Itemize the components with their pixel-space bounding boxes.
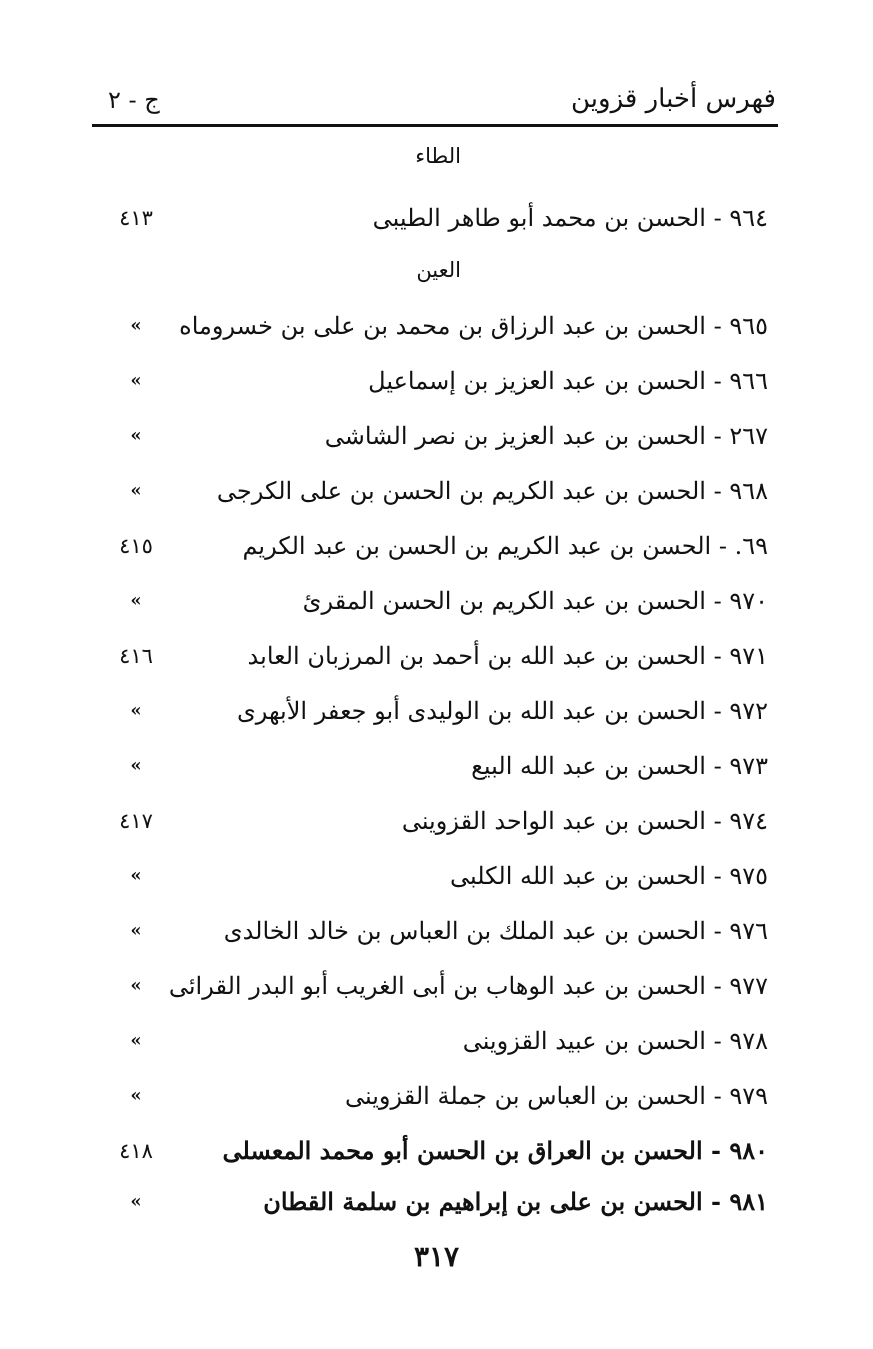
entry-page-ref: ٤١٣ [119, 206, 153, 230]
index-entry [92, 911, 778, 951]
index-entry [92, 581, 778, 621]
entry-text: ٩٧١ - الحسن بن عبد الله بن أحمد بن المرزبان العابد [247, 642, 768, 670]
entry-page-ref: » [130, 865, 142, 886]
entry-text: ٩٧٨ - الحسن بن عبيد القزوينى [462, 1027, 768, 1055]
entry-page-ref: » [130, 700, 142, 721]
entry-page-ref: ٤١٧ [119, 809, 153, 833]
entry-text: ٩٦٥ - الحسن بن عبد الرزاق بن محمد بن على بن خسروماه [179, 312, 768, 340]
entry-text: ٩٧٧ - الحسن بن عبد الوهاب بن أبى الغريب أبو البدر القرائى [168, 972, 768, 1000]
entry-text: ٦٩. - الحسن بن عبد الكريم بن الحسن بن عبد الكريم [242, 532, 768, 560]
entry-text: ٩٦٦ - الحسن بن عبد العزيز بن إسماعيل [368, 367, 768, 395]
entry-page-ref: » [130, 755, 142, 776]
entry-page-ref: » [130, 425, 142, 446]
entry-text: ٩٧٥ - الحسن بن عبد الله الكلبى [449, 862, 768, 890]
index-entry [92, 416, 778, 456]
entry-page-ref: ٤١٦ [119, 644, 153, 668]
entry-page-ref: » [130, 975, 142, 996]
entry-page-ref: » [130, 1191, 142, 1212]
index-entry [92, 1021, 778, 1061]
index-entry [92, 691, 778, 731]
index-entry [92, 1182, 778, 1222]
header-volume: ج - ٢ [108, 86, 160, 114]
entry-text: ٩٦٨ - الحسن بن عبد الكريم بن الحسن بن على الكرجى [216, 477, 768, 505]
index-entry [92, 306, 778, 346]
index-entry [92, 1076, 778, 1116]
entry-text: ٩٧٩ - الحسن بن العباس بن جملة القزوينى [344, 1082, 768, 1110]
entry-page-ref: » [130, 315, 142, 336]
entry-text: ٩٨١ - الحسن بن على بن إبراهيم بن سلمة القطان [263, 1187, 768, 1216]
entry-page-ref: » [130, 370, 142, 391]
entry-text: ٩٧٦ - الحسن بن عبد الملك بن العباس بن خالد الخالدى [223, 917, 768, 945]
index-entry [92, 361, 778, 401]
index-entry [92, 526, 778, 566]
index-entry [92, 856, 778, 896]
entry-page-ref: » [130, 480, 142, 501]
entry-page-ref: ٤١٥ [119, 534, 153, 558]
entry-page-ref: ٤١٨ [119, 1139, 153, 1163]
index-entry [92, 801, 778, 841]
entry-page-ref: » [130, 920, 142, 941]
section-heading-taa: الطاء [415, 144, 461, 168]
index-entry [92, 198, 778, 238]
entry-text: ٩٨٠ - الحسن بن العراق بن الحسن أبو محمد المعسلى [222, 1136, 768, 1165]
header-title: فهرس أخبار قزوين [570, 84, 776, 114]
entry-page-ref: » [130, 590, 142, 611]
index-entry [92, 966, 778, 1006]
section-heading-ayn: العين [416, 258, 461, 282]
index-entry [92, 636, 778, 676]
page-number: ٣١٧ [413, 1240, 460, 1273]
entry-text: ٩٧٠ - الحسن بن عبد الكريم بن الحسن المقرئ [302, 587, 768, 615]
entry-page-ref: » [130, 1030, 142, 1051]
index-entry [92, 746, 778, 786]
entry-text: ٢٦٧ - الحسن بن عبد العزيز بن نصر الشاشى [324, 422, 768, 450]
entry-text: ٩٦٤ - الحسن بن محمد أبو طاهر الطيبى [372, 204, 768, 232]
entry-page-ref: » [130, 1085, 142, 1106]
entry-text: ٩٧٣ - الحسن بن عبد الله البيع [471, 752, 768, 780]
running-header [92, 78, 778, 124]
entry-text: ٩٧٢ - الحسن بن عبد الله بن الوليدى أبو جعفر الأبهرى [236, 697, 768, 725]
entry-text: ٩٧٤ - الحسن بن عبد الواحد القزوينى [401, 807, 768, 835]
index-entry [92, 1131, 778, 1171]
index-entry [92, 471, 778, 511]
header-divider [92, 124, 778, 127]
